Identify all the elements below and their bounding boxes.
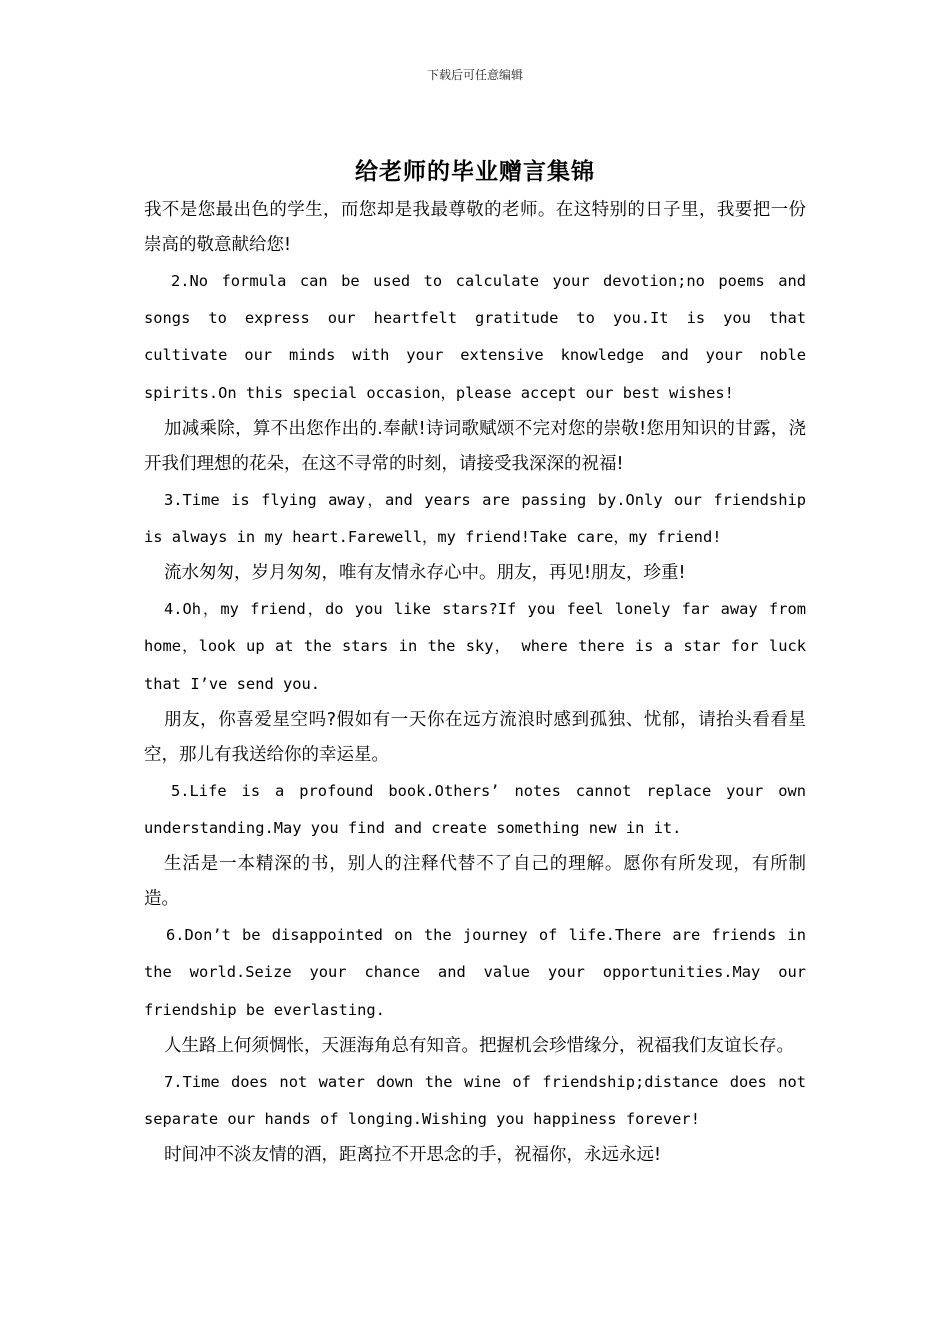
paragraph-6-en: 6.Don’t be disappointed on the journey of life.There are friends in the world.Seize your chance and value your opportunities.May our friendship be everlasting.: [144, 926, 806, 1019]
paragraph-2-en: 2.No formula can be used to calculate your devotion;no poems and songs to express our heartfelt gratitude to you.It is you that cultivate our minds with your extensive knowledge and your noble spirits.On this special occasion，please accept our best wishes!: [144, 272, 806, 402]
document-title: 给老师的毕业赠言集锦: [355, 158, 595, 185]
document-body: [144, 193, 806, 1173]
paragraph-5-en: 5.Life is a profound book.Others’ notes cannot replace your own understanding.May you find and create something new in it.: [144, 781, 806, 838]
paragraph-7-en: 7.Time does not water down the wine of friendship;distance does not separate our hands of longing.Wishing you happiness forever!: [144, 1072, 806, 1129]
page-header: 下载后可任意编辑: [426, 68, 523, 82]
paragraph-3-en: 3.Time is flying away，and years are passing by.Only our friendship is always in my heart.Farewell，my friend!Take care，my friend!: [144, 490, 806, 547]
paragraph-7-zh: 时间冲不淡友情的酒，距离拉不开思念的手，祝福你，永远永远!: [164, 1145, 662, 1166]
paragraph-4-zh: 朋友，你喜爱星空吗?假如有一天你在远方流浪时感到孤独、忧郁，请抬头看看星空，那儿有我送给你的幸运星。: [144, 709, 806, 765]
paragraph-2-zh: 加减乘除，算不出您作出的.奉献!诗词歌赋颂不完对您的崇敬!您用知识的甘露，浇开我们理想的花朵，在这不寻常的时刻，请接受我深深的祝福!: [144, 418, 806, 474]
paragraph-1-zh: 我不是您最出色的学生，而您却是我最尊敬的老师。在这特别的日子里，我要把一份崇高的敬意献给您!: [144, 200, 806, 255]
paragraph-5-zh: 生活是一本精深的书，别人的注释代替不了自己的理解。愿你有所发现，有所制造。: [144, 854, 806, 910]
paragraph-4-en: 4.Oh，my friend，do you like stars?If you feel lonely far away from home，look up at the stars in the sky， where there is a star for luck that I’ve send you.: [144, 600, 806, 693]
paragraph-6-zh: 人生路上何须惆怅，天涯海角总有知音。把握机会珍惜缘分，祝福我们友谊长存。: [164, 1035, 794, 1056]
paragraph-3-zh: 流水匆匆，岁月匆匆，唯有友情永存心中。朋友，再见!朋友，珍重!: [164, 563, 686, 584]
